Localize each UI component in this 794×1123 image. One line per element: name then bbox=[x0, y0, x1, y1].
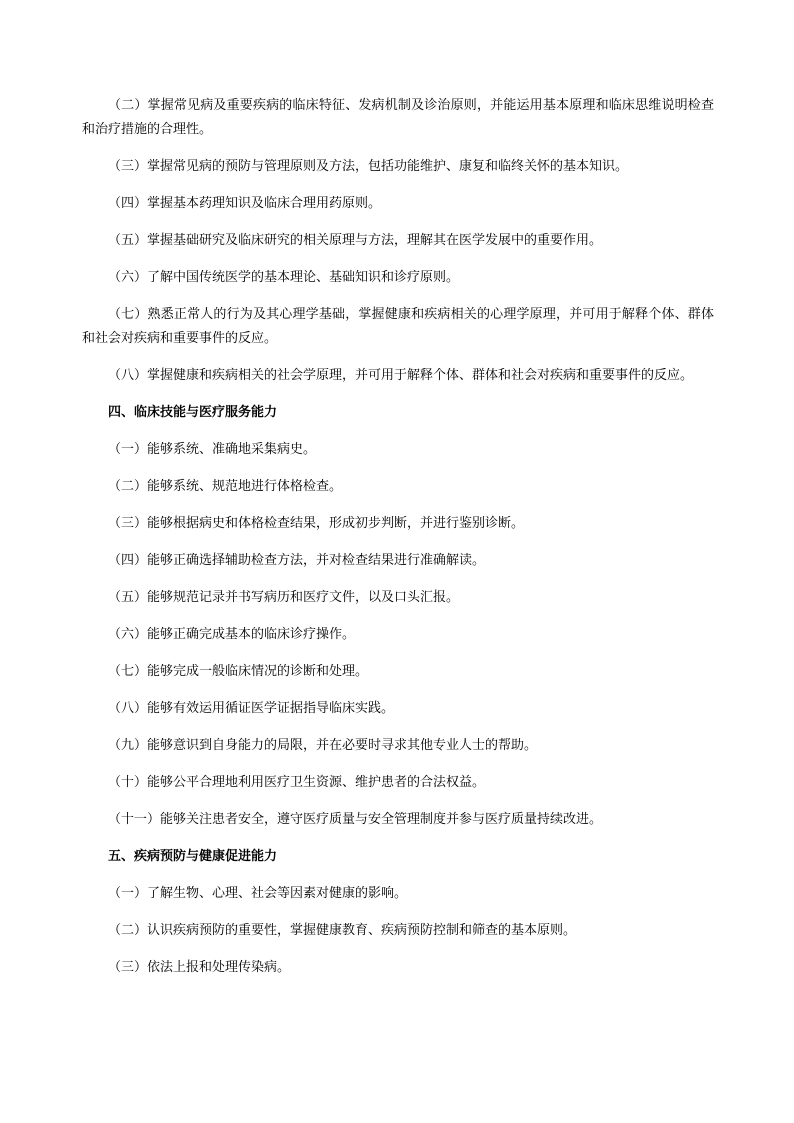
paragraph-knowledge-3: （三）掌握常见病的预防与管理原则及方法，包括功能维护、康复和临终关怀的基本知识。 bbox=[108, 159, 629, 174]
paragraph-skill-5: （五）能够规范记录并书写病历和医疗文件，以及口头汇报。 bbox=[108, 590, 460, 605]
paragraph-skill-8: （八）能够有效运用循证医学证据指导临床实践。 bbox=[108, 701, 395, 716]
paragraph-skill-9: （九）能够意识到自身能力的局限，并在必要时寻求其他专业人士的帮助。 bbox=[108, 738, 538, 753]
paragraph-knowledge-5: （五）掌握基础研究及临床研究的相关原理与方法，理解其在医学发展中的重要作用。 bbox=[108, 233, 603, 248]
paragraph-skill-6: （六）能够正确完成基本的临床诊疗操作。 bbox=[108, 627, 356, 642]
paragraph-knowledge-6: （六）了解中国传统医学的基本理论、基础知识和诊疗原则。 bbox=[108, 270, 460, 285]
paragraph-skill-10: （十）能够公平合理地利用医疗卫生资源、维护患者的合法权益。 bbox=[108, 775, 486, 790]
paragraph-skill-3: （三）能够根据病史和体格检查结果，形成初步判断，并进行鉴别诊断。 bbox=[108, 516, 525, 531]
paragraph-knowledge-7: （七）熟悉正常人的行为及其心理学基础，掌握健康和疾病相关的心理学原理，并可用于解释个体、群体和社会对疾病和重要事件的反应。 bbox=[82, 307, 714, 346]
paragraph-knowledge-4: （四）掌握基本药理知识及临床合理用药原则。 bbox=[108, 196, 382, 211]
paragraph-prevention-1: （一）了解生物、心理、社会等因素对健康的影响。 bbox=[108, 886, 408, 901]
section-heading-prevention: 五、疾病预防与健康促进能力 bbox=[108, 849, 278, 864]
paragraph-prevention-2: （二）认识疾病预防的重要性，掌握健康教育、疾病预防控制和筛查的基本原则。 bbox=[108, 923, 577, 938]
paragraph-skill-7: （七）能够完成一般临床情况的诊断和处理。 bbox=[108, 664, 369, 679]
paragraph-skill-11: （十一）能够关注患者安全，遵守医疗质量与安全管理制度并参与医疗质量持续改进。 bbox=[108, 812, 603, 827]
paragraph-skill-2: （二）能够系统、规范地进行体格检查。 bbox=[108, 479, 343, 494]
paragraph-prevention-3: （三）依法上报和处理传染病。 bbox=[108, 960, 291, 975]
paragraph-knowledge-8: （八）掌握健康和疾病相关的社会学原理，并可用于解释个体、群体和社会对疾病和重要事件的反应。 bbox=[108, 368, 694, 383]
paragraph-skill-4: （四）能够正确选择辅助检查方法，并对检查结果进行准确解读。 bbox=[108, 553, 486, 568]
paragraph-skill-1: （一）能够系统、准确地采集病史。 bbox=[108, 442, 317, 457]
paragraph-knowledge-2: （二）掌握常见病及重要疾病的临床特征、发病机制及诊治原则，并能运用基本原理和临床思维说明检查和治疗措施的合理性。 bbox=[82, 98, 714, 137]
section-heading-clinical-skills: 四、临床技能与医疗服务能力 bbox=[108, 405, 278, 420]
document-page bbox=[82, 94, 714, 993]
